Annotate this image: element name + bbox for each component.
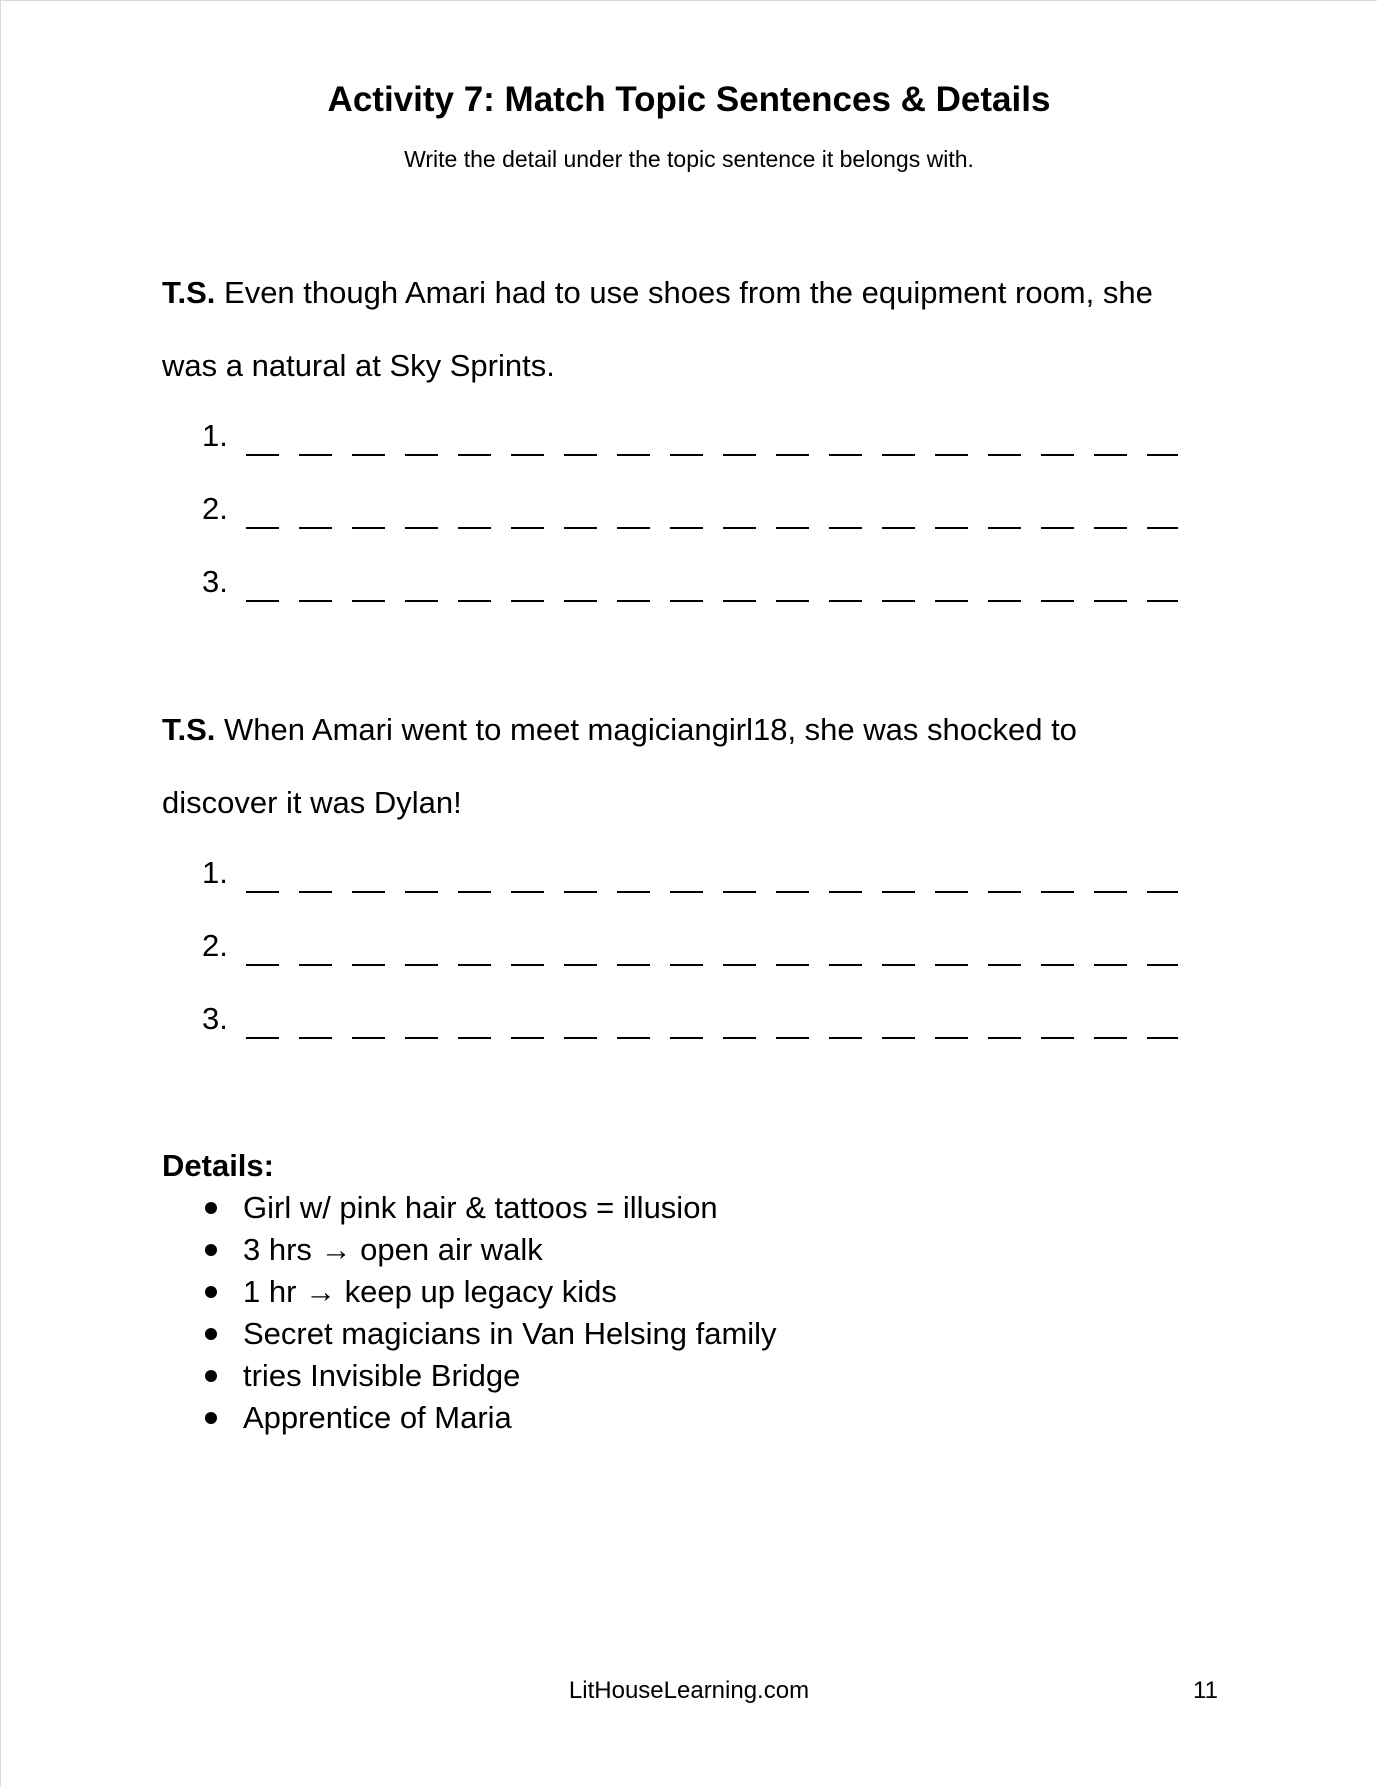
bullet-icon: [205, 1202, 217, 1214]
bullet-icon: [205, 1244, 217, 1256]
answer-blank-1-3[interactable]: [202, 564, 1182, 604]
topic-sentence-2-line1: [162, 693, 1202, 766]
blank-number: 2.: [202, 928, 228, 963]
list-item: [202, 1271, 777, 1313]
ts-label: T.S.: [162, 275, 216, 310]
write-line: [246, 964, 1178, 966]
blank-number: 3.: [202, 564, 228, 599]
list-item: [202, 1313, 777, 1355]
topic-sentence-1-line2: was a natural at Sky Sprints.: [162, 348, 555, 383]
detail-text: 1 hr → keep up legacy kids: [243, 1274, 617, 1309]
page-number: 11: [1193, 1677, 1218, 1704]
list-item: [202, 1229, 777, 1271]
topic-sentence-2: [162, 693, 1202, 839]
write-line: [246, 600, 1178, 602]
footer-website: LitHouseLearning.com: [568, 1677, 810, 1704]
topic-sentence-text: When Amari went to meet magiciangirl18, she was shocked to: [215, 712, 1077, 747]
list-item: [202, 1355, 777, 1397]
bullet-icon: [205, 1286, 217, 1298]
topic-sentence-1: [162, 256, 1202, 402]
detail-text: Girl w/ pink hair & tattoos = illusion: [243, 1190, 718, 1225]
bullet-icon: [205, 1328, 217, 1340]
answer-blank-1-2[interactable]: [202, 491, 1182, 531]
list-item: [202, 1397, 777, 1439]
write-line: [246, 527, 1178, 529]
detail-text: tries Invisible Bridge: [243, 1358, 521, 1393]
bullet-icon: [205, 1370, 217, 1382]
answer-blank-1-1[interactable]: [202, 418, 1182, 458]
blank-number: 2.: [202, 491, 228, 526]
detail-text: Apprentice of Maria: [243, 1400, 512, 1435]
topic-sentence-2-line2: discover it was Dylan!: [162, 785, 462, 820]
topic-sentence-text: Even though Amari had to use shoes from the equipment room, she: [215, 275, 1153, 310]
blank-number: 3.: [202, 1001, 228, 1036]
instructions: Write the detail under the topic sentence it belongs with.: [404, 146, 974, 172]
list-item: [202, 1187, 777, 1229]
details-list: [202, 1187, 777, 1439]
bullet-icon: [205, 1412, 217, 1424]
write-line: [246, 454, 1178, 456]
topic-sentence-1-line1: [162, 256, 1202, 329]
details-heading: Details:: [162, 1148, 274, 1183]
ts-label: T.S.: [162, 712, 216, 747]
write-line: [246, 1037, 1178, 1039]
answer-blank-2-1[interactable]: [202, 855, 1182, 895]
blank-number: 1.: [202, 855, 228, 890]
blank-number: 1.: [202, 418, 228, 453]
answer-blank-2-2[interactable]: [202, 928, 1182, 968]
detail-text: 3 hrs → open air walk: [243, 1232, 543, 1267]
answer-blank-2-3[interactable]: [202, 1001, 1182, 1041]
page-title: Activity 7: Match Topic Sentences & Details: [327, 80, 1051, 119]
detail-text: Secret magicians in Van Helsing family: [243, 1316, 777, 1351]
write-line: [246, 891, 1178, 893]
